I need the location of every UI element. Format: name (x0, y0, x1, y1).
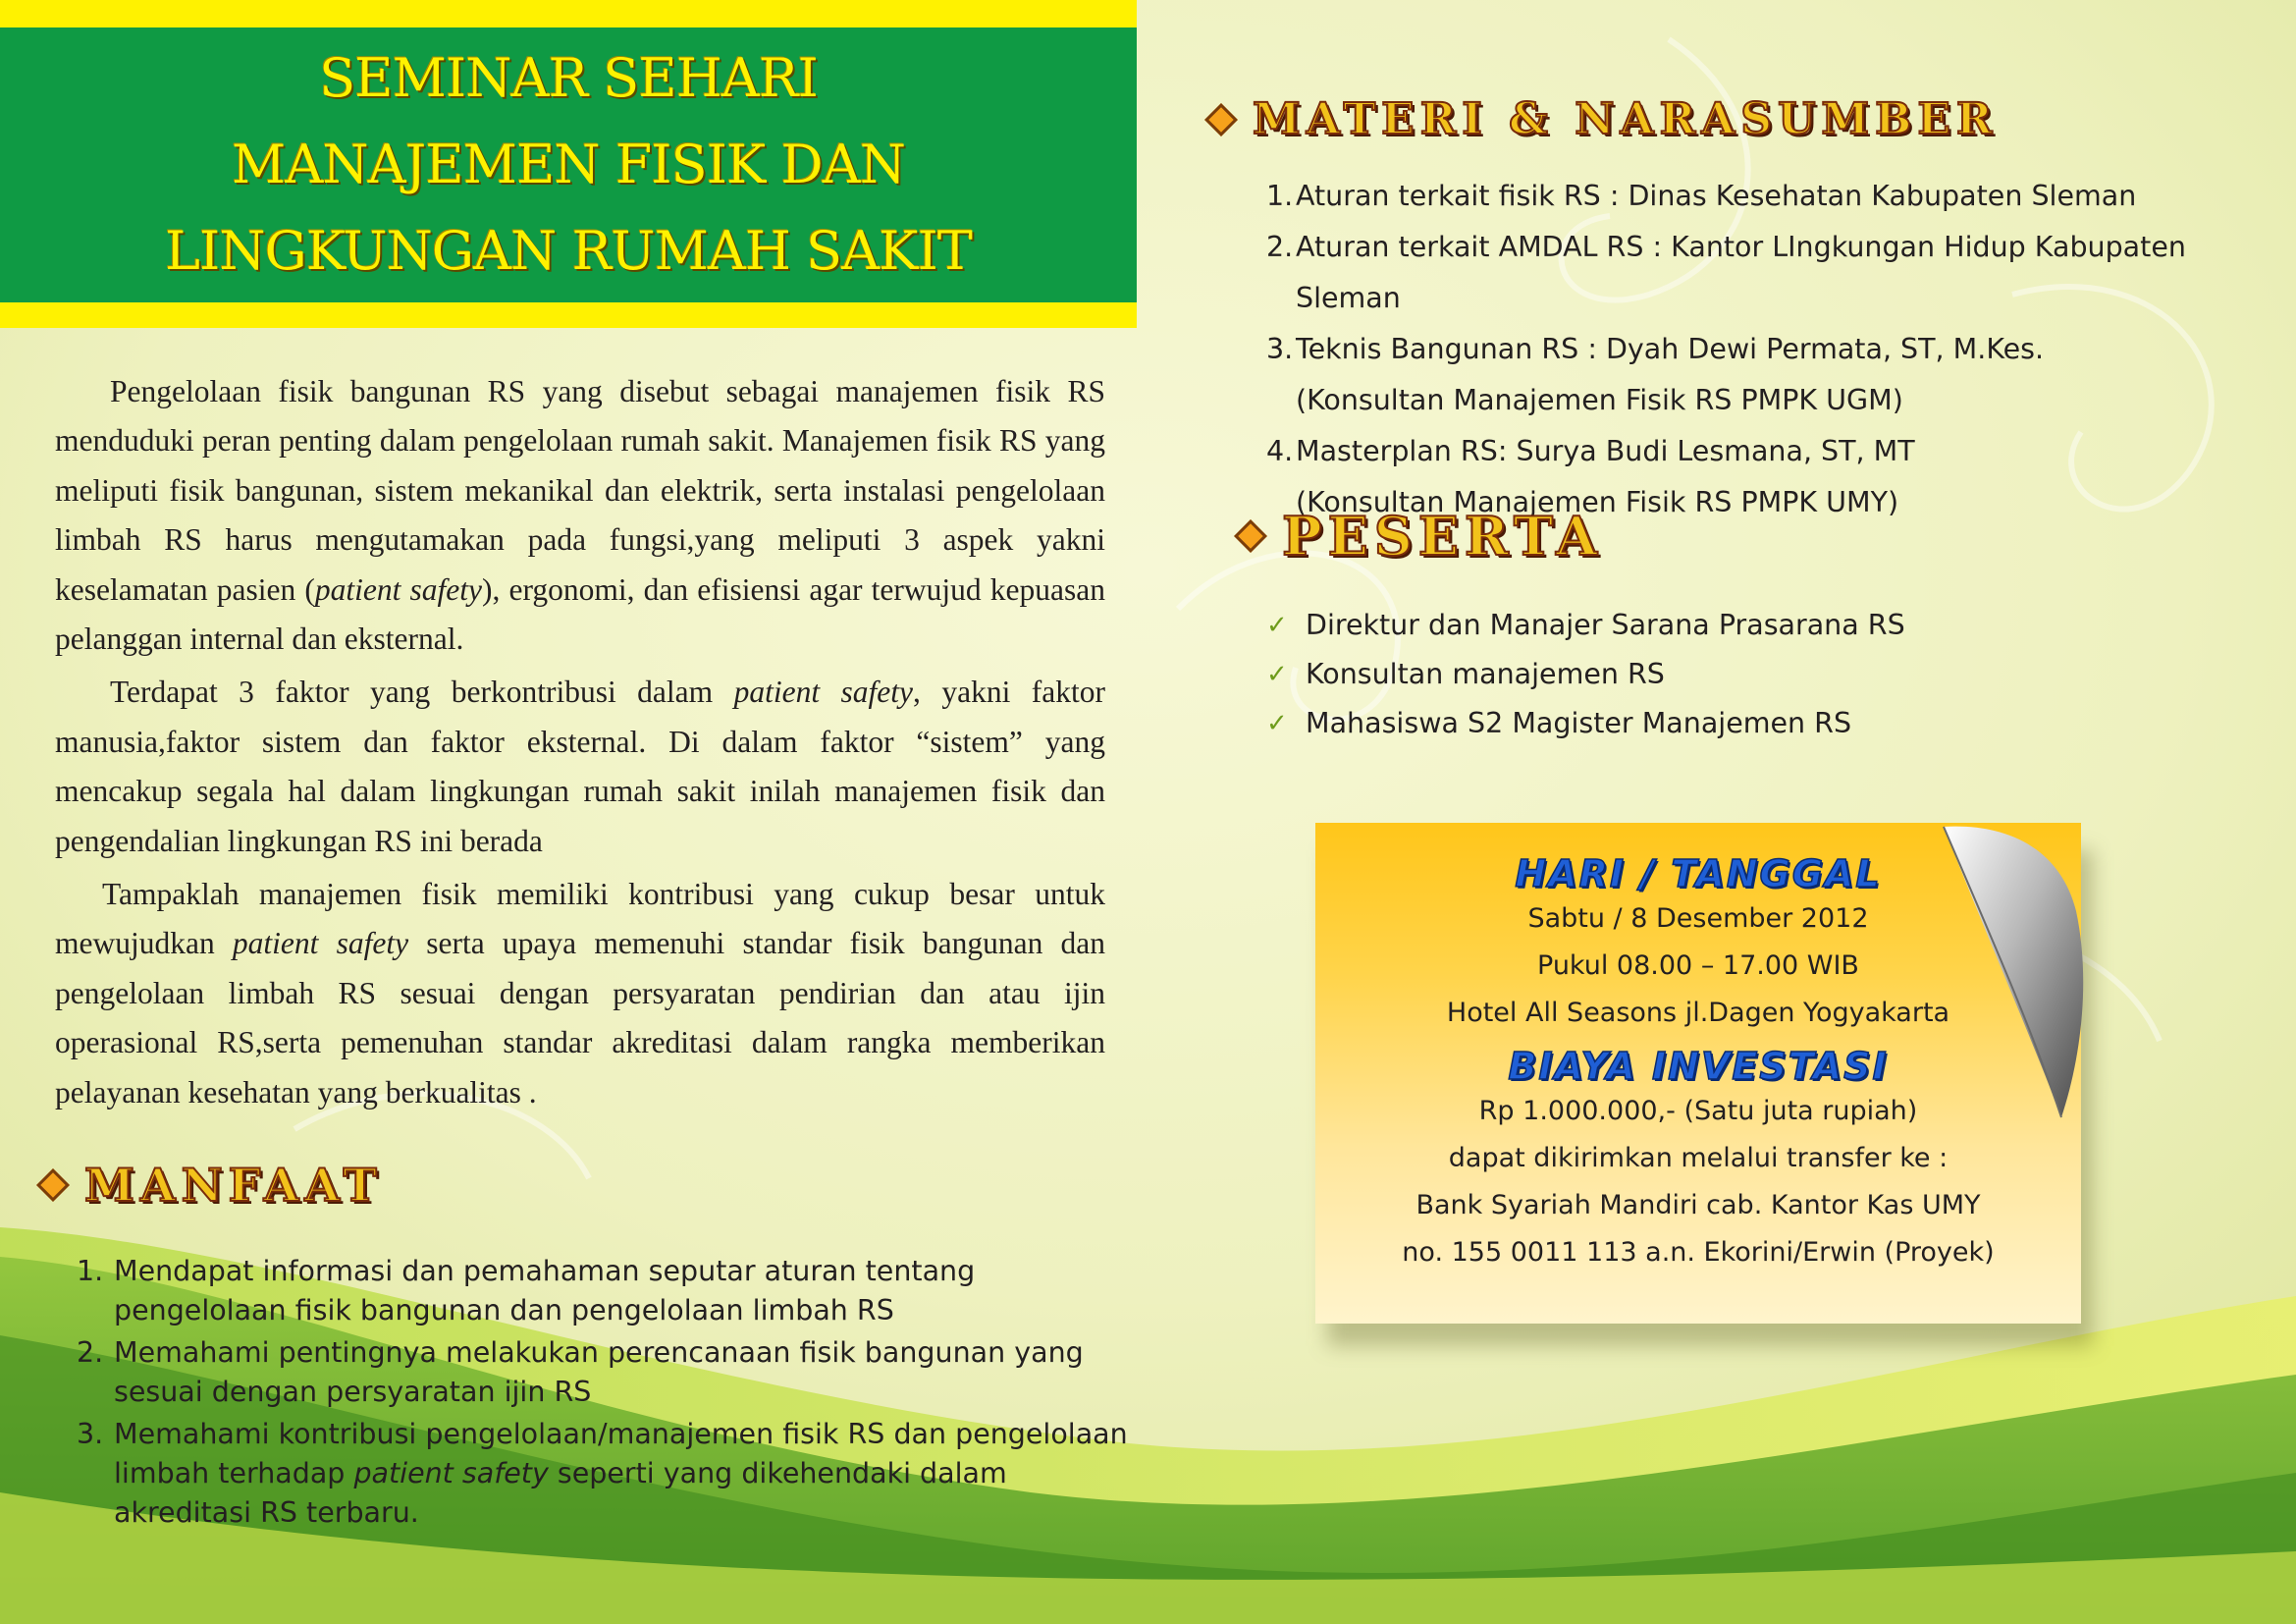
cost-title: BIAYA INVESTASI (1508, 1045, 1889, 1088)
list-item (1266, 699, 2150, 748)
intro-p1-end: ), ergonomi, dan efisiensi agar terwujud kepuasan pelanggan internal dan eksternal. (55, 571, 1105, 657)
list-subtext: (Konsultan Manajemen Fisik RS PMPK UGM) (1296, 384, 1903, 416)
peserta-list (1266, 601, 2150, 748)
list-item (1266, 650, 2150, 699)
intro-paragraph-3 (55, 870, 1105, 1117)
intro-p2-italic: patient safety (733, 675, 914, 710)
transfer-note: dapat dikirimkan melalui transfer ke : (1448, 1143, 1949, 1173)
list-text: Mahasiswa S2 Magister Manajemen RS (1306, 707, 1852, 739)
list-number: 3. (77, 1418, 104, 1450)
bank-name: Bank Syariah Mandiri cab. Kantor Kas UMY (1415, 1190, 1981, 1220)
check-icon: ✓ (1266, 709, 1288, 738)
list-subtext: (Konsultan Manajemen Fisik RS PMPK UMY) (1296, 486, 1899, 518)
list-number: 2. (77, 1336, 104, 1369)
list-number: 3. (1266, 333, 1294, 365)
event-cost: Rp 1.000.000,- (Satu juta rupiah) (1478, 1096, 1918, 1126)
list-text: Masterplan RS: Surya Budi Lesmana, ST, MT (1296, 435, 1915, 467)
page-curl-icon (1306, 823, 2101, 1353)
list-item (1266, 222, 2268, 324)
title-line-3: LINGKUNGAN RUMAH SAKIT (165, 220, 972, 282)
materi-heading (1209, 94, 1998, 144)
materi-list (1266, 171, 2268, 528)
diamond-bullet-icon (36, 1168, 70, 1202)
list-text: Memahami kontribusi pengelolaan/manajemen fisik RS dan pengelolaan limbah terhadap (114, 1418, 1128, 1489)
list-item (77, 1333, 1137, 1412)
account-number: no. 155 0011 113 a.n. Ekorini/Erwin (Proyek) (1402, 1237, 1995, 1268)
check-icon: ✓ (1266, 660, 1288, 689)
list-text: Konsultan manajemen RS (1306, 658, 1665, 690)
peserta-heading-text: PESERTA (1282, 505, 1603, 568)
intro-p1-italic: patient safety (314, 571, 482, 607)
title-banner-green (0, 27, 1137, 302)
check-icon: ✓ (1266, 611, 1288, 640)
intro-paragraph-1 (55, 367, 1105, 664)
list-item (77, 1252, 1137, 1330)
date-title: HARI / TANGGAL (1515, 852, 1882, 895)
intro-p2-end: , yakni faktor manusia,faktor sistem dan faktor eksternal. Di dalam faktor “sistem” yang mencakup segala hal dalam lingkungan rumah sakit inilah manajemen fisik dan pengendalian lingkungan RS ini berada (55, 675, 1105, 858)
list-item (1266, 171, 2268, 222)
manfaat-list (77, 1252, 1137, 1536)
materi-heading-text: MATERI & NARASUMBER (1253, 94, 1999, 144)
intro-text (55, 367, 1105, 1121)
list-number: 1. (1266, 180, 1294, 212)
list-number: 4. (1266, 435, 1294, 467)
intro-p2-text: Terdapat 3 faktor yang berkontribusi dalam (110, 675, 734, 710)
manfaat-heading-text: MANFAAT (84, 1159, 383, 1212)
diamond-bullet-icon (1204, 103, 1238, 136)
diamond-bullet-icon (1234, 519, 1267, 553)
list-item (1266, 601, 2150, 650)
intro-p1-text: Pengelolaan fisik bangunan RS yang disebut sebagai manajemen fisik RS menduduki peran penting dalam pengelolaan rumah sakit. Manajemen fisik RS yang meliputi fisik bangunan, sistem mekanikal dan elektrik, serta instalasi pengelolaan limbah RS harus mengutamakan pada fungsi,yang meliputi 3 aspek yakni keselamatan pasien ( (55, 374, 1105, 607)
event-date: Sabtu / 8 Desember 2012 (1527, 903, 1869, 934)
list-text: Aturan terkait AMDAL RS : Kantor LIngkungan Hidup Kabupaten Sleman (1296, 231, 2186, 314)
intro-p3-text: Tampaklah manajemen fisik memiliki kontribusi yang cukup besar untuk mewujudkan (55, 877, 1105, 961)
list-text: Teknis Bangunan RS : Dyah Dewi Permata, ST, M.Kes. (1296, 333, 2045, 365)
list-text: Mendapat informasi dan pemahaman seputar aturan tentang pengelolaan fisik bangunan dan pengelolaan limbah RS (114, 1255, 976, 1326)
list-number: 1. (77, 1255, 104, 1287)
peserta-heading (1239, 505, 1603, 568)
title-line-1: SEMINAR SEHARI (319, 47, 818, 109)
manfaat-heading (41, 1159, 383, 1212)
list-text: Aturan terkait fisik RS : Dinas Kesehatan Kabupaten Sleman (1296, 180, 2137, 212)
list-text: Direktur dan Manajer Sarana Prasarana RS (1306, 609, 1905, 641)
list-text-end: seperti yang dikehendaki dalam akreditasi RS terbaru. (114, 1457, 1007, 1529)
list-text-italic: patient safety (353, 1457, 549, 1489)
list-text: Memahami pentingnya melakukan perencanaan fisik bangunan yang sesuai dengan persyaratan ijin RS (114, 1336, 1084, 1408)
title-line-2: MANAJEMEN FISIK DAN (232, 134, 905, 195)
list-item (1266, 324, 2268, 426)
event-time: Pukul 08.00 – 17.00 WIB (1537, 950, 1859, 981)
list-number: 2. (1266, 231, 1294, 263)
intro-p3-italic: patient safety (232, 926, 409, 961)
title-banner (0, 0, 1137, 328)
intro-p3-end: serta upaya memenuhi standar fisik bangunan dan pengelolaan limbah RS sesuai dengan persyaratan pendirian dan atau ijin operasional RS,serta pemenuhan standar akreditasi dalam rangka memberikan pelayanan kesehatan yang berkualitas . (55, 926, 1105, 1110)
event-info-card (1306, 823, 2101, 1353)
intro-paragraph-2 (55, 668, 1105, 866)
event-venue: Hotel All Seasons jl.Dagen Yogyakarta (1446, 998, 1950, 1028)
list-item (77, 1415, 1137, 1533)
